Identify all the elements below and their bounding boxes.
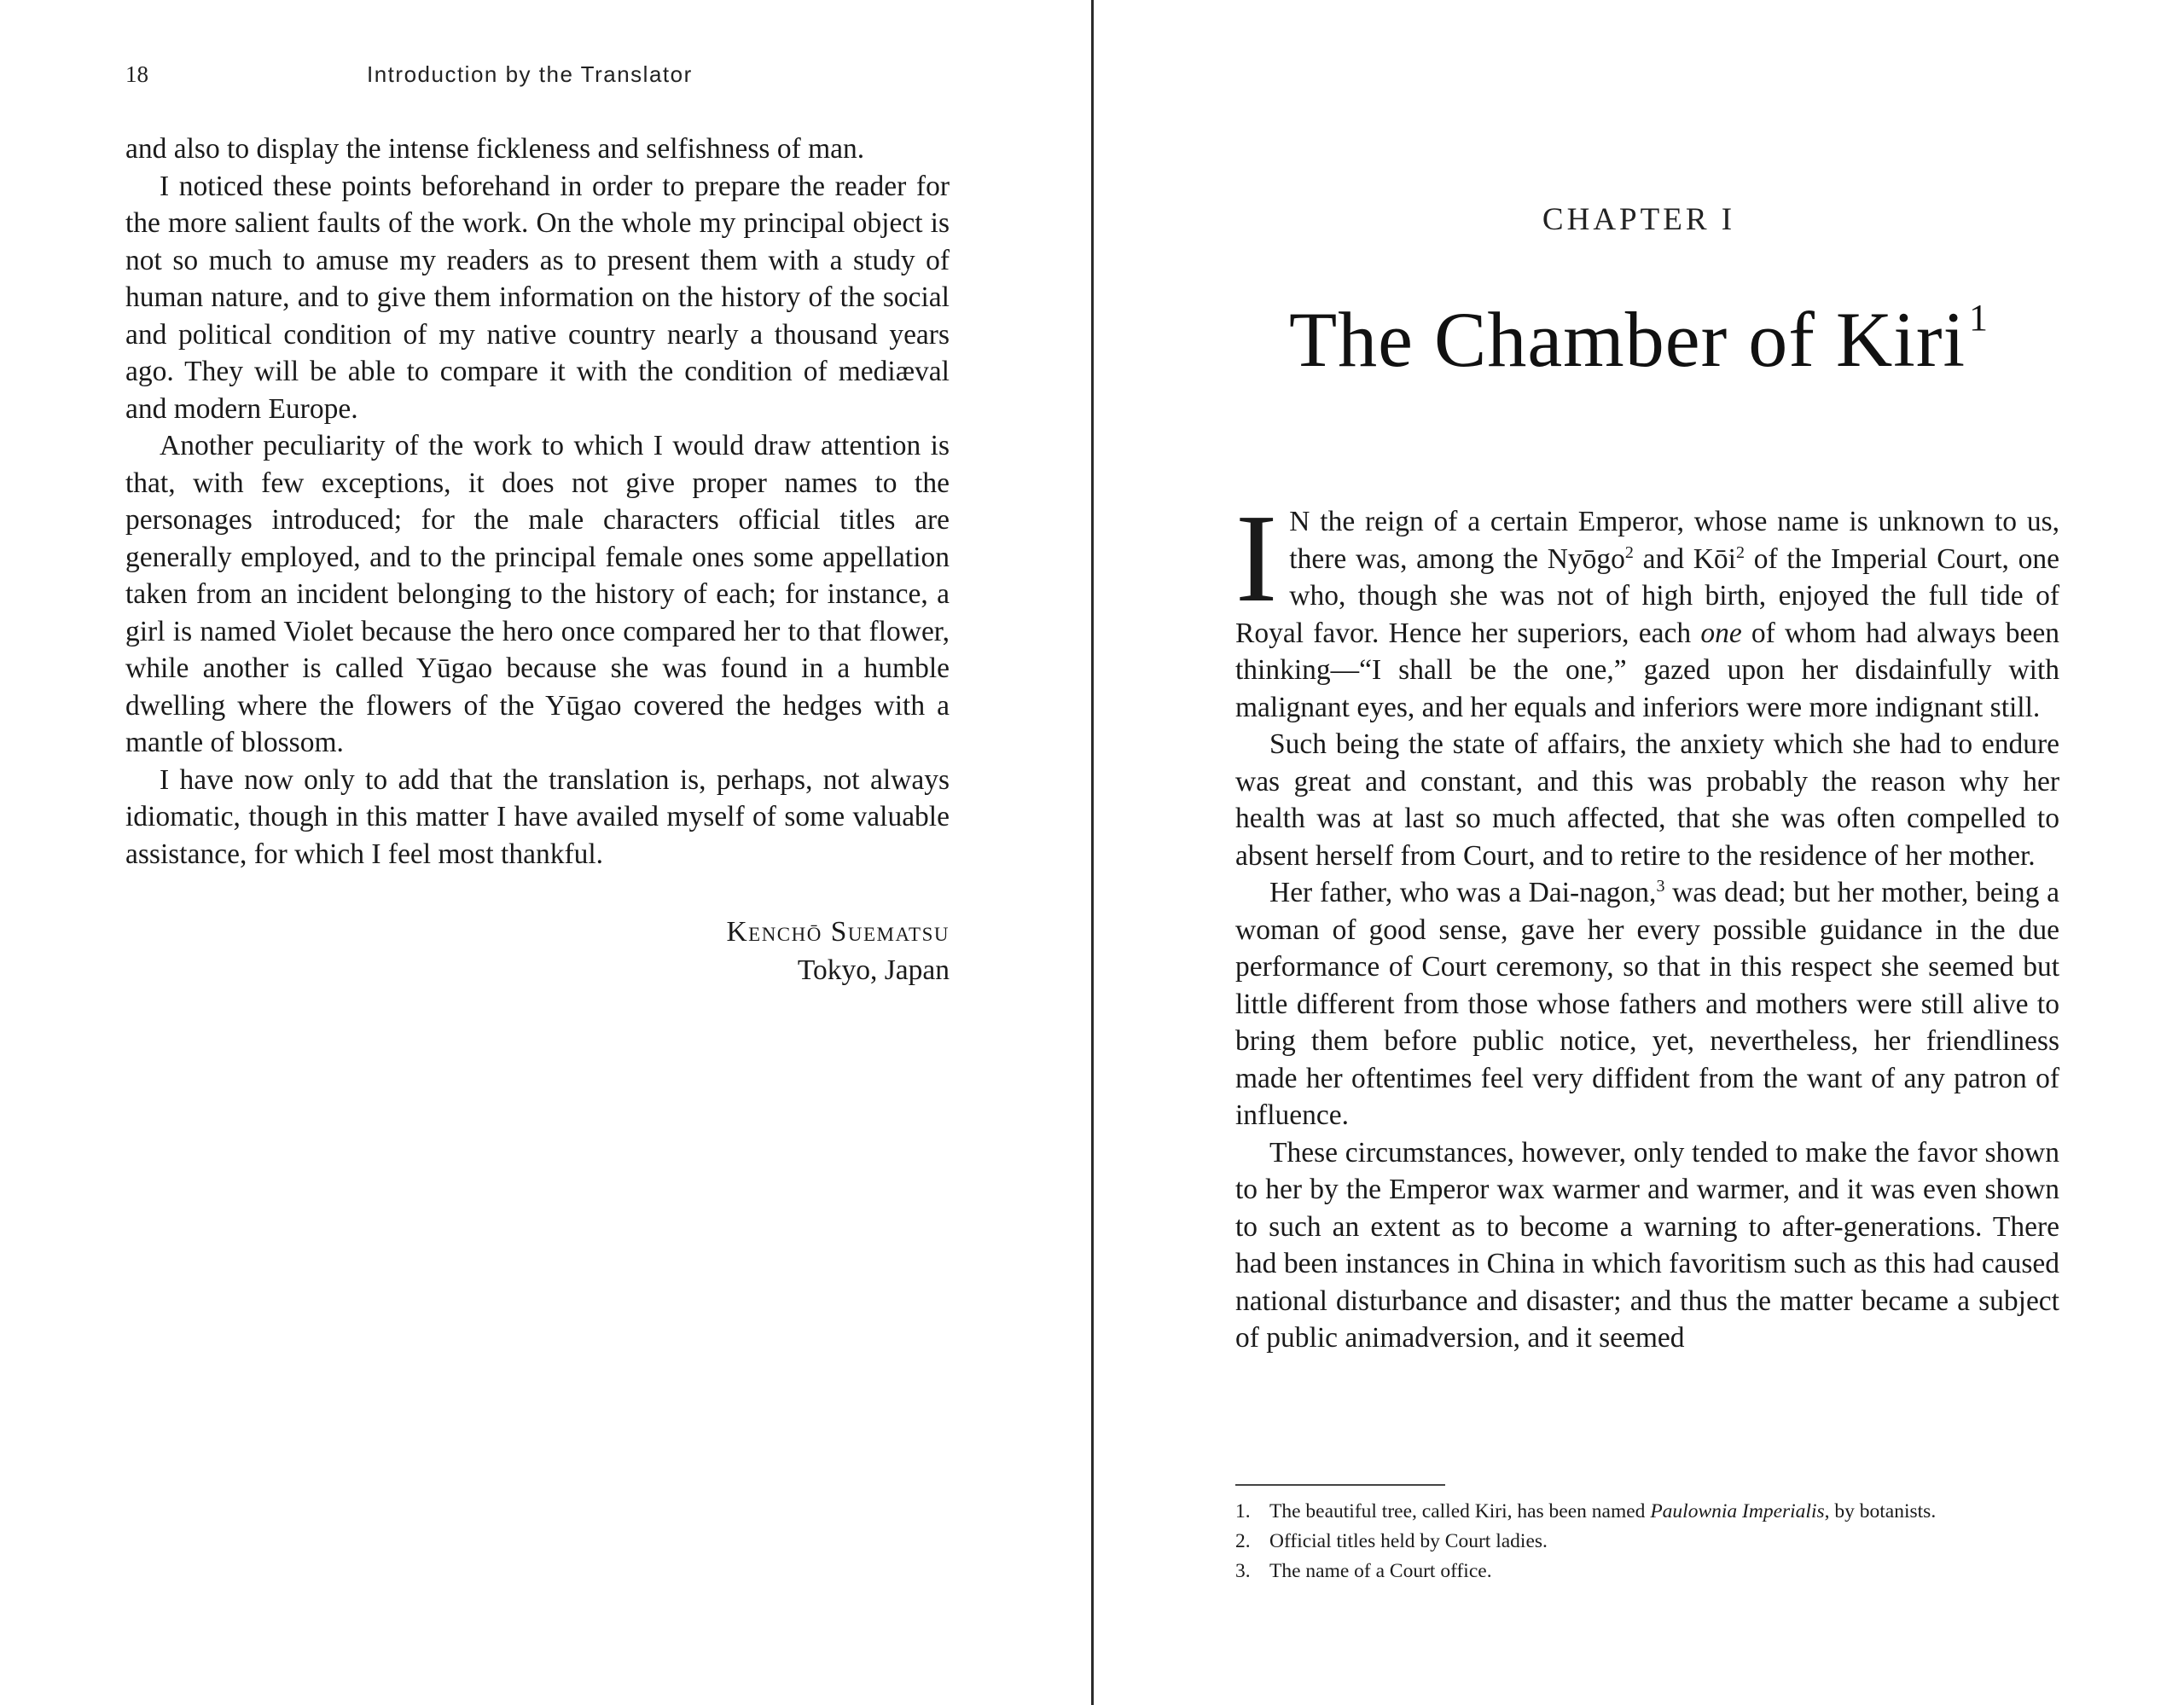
footnotes [1235,1497,2059,1586]
page-number: 18 [125,61,148,87]
translator-signature [726,913,950,989]
chapter-title-text: The Chamber of Kiri [1288,296,1966,383]
paragraph: Another peculiarity of the work to which I would draw attention is that, with few exceptions, it does not give proper names to the personages introduced; for the male characters official titles are generally employed, and to the principal female ones some appellation taken from an incident belonging to the history of each; for instance, a girl is named Violet because the hero once compared her to that flower, while another is called Yūgao because she was found in a humble dwelling where the flowers of the Yūgao covered the hedges with a mantle of blossom. [125,430,950,758]
footnote: 3. The name of a Court office. [1235,1557,2059,1586]
footnote-rule [1235,1484,1445,1486]
left-page [0,0,1091,1705]
right-page-body [1235,489,2059,1357]
left-page-body [125,130,950,873]
chapter-label: CHAPTER I [1542,202,1736,237]
signature-place: Tokyo, Japan [797,954,950,986]
opening-paragraph: I N the reign of a certain Emperor, whose name is unknown to us, there was, among the Nyōgo$^2$ and Kōi$^2$ of the Imperial Court, one who, though she was not of high birth, enjoyed the full tide of Royal favor. Hence her superiors, each one of whom had always been thinking—“I shall be the one,” gazed upon her disdainfully with malignant eyes, and her equals and inferiors were more indignant still. [1235,489,2059,723]
paragraph: I noticed these points beforehand in order to prepare the reader for the more salient faults of the work. On the whole my principal object is not so much to amuse my readers as to present them with a study of human nature, and to give them information on the history of the social and political condition of my native country nearly a thousand years ago. They will be able to compare it with the condition of mediæval and modern Europe. [125,170,950,425]
footnote-number: 2. [1235,1530,1251,1552]
paragraph: Such being the state of affairs, the anxiety which she had to endure was great and constant, and this was probably the reason why her health was at last so much affected, that she was often compelled to absent herself from Court, and to retire to the residence of her mother. [1235,728,2059,872]
paragraph: I have now only to add that the translation is, perhaps, not always idiomatic, though in this matter I have availed myself of some valuable assistance, for which I feel most thankful. [125,763,950,870]
footnote-number: 1. [1235,1500,1251,1522]
chapter-title [1094,271,2184,386]
chapter-title-note-ref: 1 [1969,297,1989,339]
paragraph: and also to display the intense fickleness and selfishness of man. [125,133,865,165]
footnote-ref: 2 [1736,542,1745,562]
paragraph: These circumstances, however, only tended to make the favor shown to her by the Emperor wax warmer and warmer, and it was even shown to such an extent as to become a warning to after-generations. There had been instances in China in which favoritism such as this had caused national disturbance and disaster; and thus the matter became a subject of public animadversion, and it seemed [1235,1136,2059,1354]
footnote-number: 3. [1235,1560,1251,1582]
footnote: 1. The beautiful tree, called Kiri, has been named Paulownia Imperialis, by botanists. [1235,1497,2059,1527]
footnote-ref: 2 [1624,542,1634,562]
signature-name: Kenchō Suematsu [726,916,950,948]
running-head: Introduction by the Translator [367,61,693,87]
paragraph: Her father, who was a Dai-nagon,$^3$ was dead; but her mother, being a woman of good sense, gave her every possible guidance in the due performance of Court ceremony, so that in this respect she seemed but little different from those whose fathers and mothers were still alive to bring them before public notice, yet, nevertheless, her friendliness made her oftentimes feel very diffident from the want of any patron of influence. [1235,877,2059,1131]
right-page [1094,0,2184,1705]
footnote: 2. Official titles held by Court ladies. [1235,1527,2059,1557]
drop-cap: I [1235,489,1278,629]
footnote-ref: 3 [1656,877,1665,896]
